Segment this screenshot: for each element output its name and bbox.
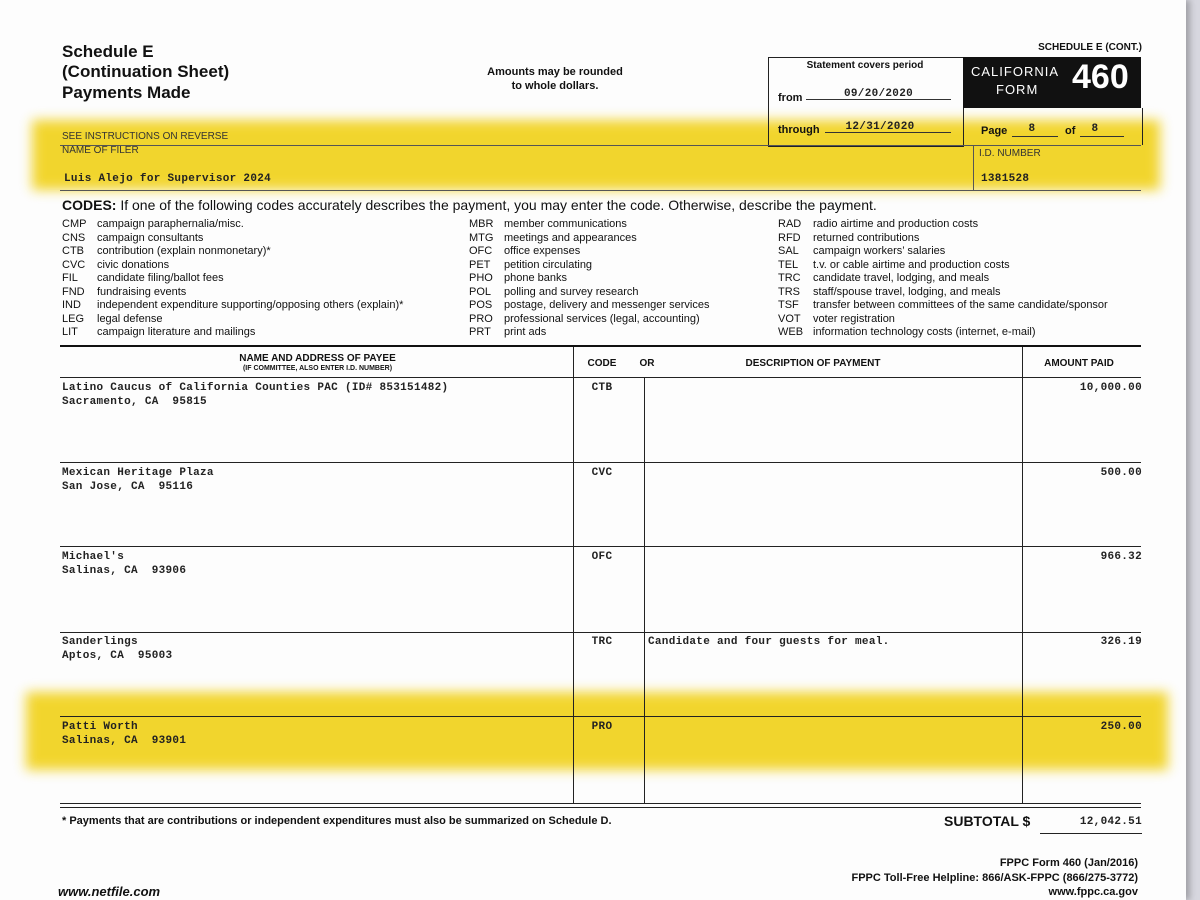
form-state: CALIFORNIA	[971, 64, 1060, 79]
filer-divider	[973, 145, 974, 190]
payment-amount: 326.19	[1100, 636, 1142, 648]
of-label: of	[1065, 125, 1076, 137]
code-entry	[62, 218, 403, 232]
code-entry	[778, 232, 1108, 246]
filer-bottom-rule	[60, 190, 1141, 191]
page-label: Page	[981, 125, 1008, 137]
id-label: I.D. NUMBER	[979, 148, 1041, 159]
payee-name: Latino Caucus of California Counties PAC (ID# 853151482)	[62, 382, 449, 394]
code-key: CMP	[62, 218, 87, 230]
payment-code: CTB	[591, 382, 613, 394]
code-description: campaign paraphernalia/misc.	[97, 218, 244, 230]
payee-name: Michael's	[62, 551, 125, 563]
code-description: campaign consultants	[97, 231, 204, 244]
title-line2: (Continuation Sheet)	[62, 62, 230, 81]
schedule-cont-label: SCHEDULE E (CONT.)	[1038, 42, 1142, 53]
from-label: from	[778, 92, 803, 104]
code-entry	[469, 245, 709, 259]
code-entry	[62, 326, 403, 340]
code-entry	[469, 232, 709, 246]
row-divider	[60, 546, 1141, 547]
netfile-link[interactable]: www.netfile.com	[58, 884, 161, 899]
code-description: independent expenditure supporting/opposing others (explain)*	[97, 299, 404, 311]
code-description: polling and survey research	[504, 285, 639, 298]
id-number: 1381528	[981, 173, 1030, 185]
code-entry	[778, 272, 1108, 286]
code-description: radio airtime and production costs	[813, 218, 979, 230]
col-header-code: CODE	[587, 358, 617, 369]
code-entry	[62, 245, 403, 259]
payment-description: Candidate and four guests for meal.	[648, 636, 890, 648]
codes-heading: CODES:	[62, 197, 117, 213]
subtotal-value: 12,042.51	[1079, 816, 1142, 828]
code-entry	[469, 313, 709, 327]
col-header-payee-sub: (IF COMMITTEE, ALSO ENTER I.D. NUMBER)	[242, 365, 393, 372]
code-description: t.v. or cable airtime and production costs	[813, 258, 1010, 271]
from-date: 09/20/2020	[843, 88, 913, 100]
codes-column-3	[778, 218, 1108, 340]
code-description: transfer between committees of the same candidate/sponsor	[813, 299, 1108, 311]
code-description: information technology costs (internet, e-mail)	[813, 326, 1036, 338]
col-header-amount: AMOUNT PAID	[1044, 358, 1114, 369]
rounding-note-1: Amounts may be rounded	[487, 66, 623, 78]
code-key: WEB	[778, 326, 804, 338]
code-key: TEL	[778, 258, 799, 271]
code-description: civic donations	[97, 258, 170, 271]
through-date: 12/31/2020	[845, 121, 915, 133]
code-entry	[778, 286, 1108, 300]
period-label: Statement covers period	[806, 60, 924, 71]
footnote: * Payments that are contributions or independent expenditures must also be summarized on Schedule D.	[62, 815, 612, 827]
code-entry	[778, 326, 1108, 340]
code-entry	[469, 286, 709, 300]
code-key: MTG	[469, 231, 494, 244]
code-key: OFC	[469, 245, 493, 257]
codes-intro: If one of the following codes accurately describes the payment, you may enter the code. Otherwise, describe the payment.	[120, 197, 877, 213]
header-bottom-rule	[60, 377, 1141, 378]
code-description: campaign workers’ salaries	[813, 245, 946, 257]
codes-heading-row	[62, 197, 877, 213]
code-entry	[469, 326, 709, 340]
code-key: PRO	[469, 312, 493, 325]
col-divider-desc	[644, 377, 645, 803]
payee-address: Sacramento, CA 95815	[62, 396, 207, 408]
code-entry	[778, 218, 1108, 232]
row-divider	[60, 462, 1141, 463]
code-entry	[62, 272, 403, 286]
filer-label: NAME OF FILER	[62, 145, 139, 156]
payment-amount: 966.32	[1100, 551, 1142, 563]
filer-top-rule	[60, 145, 1141, 146]
payee-name: Sanderlings	[62, 636, 138, 648]
code-key: VOT	[778, 312, 801, 325]
payment-amount: 10,000.00	[1079, 382, 1142, 394]
code-description: returned contributions	[813, 231, 920, 244]
helpline: FPPC Toll-Free Helpline: 866/ASK-FPPC (866/275-3772)	[851, 872, 1138, 884]
code-entry	[62, 286, 403, 300]
code-key: TRC	[778, 272, 801, 284]
payment-amount: 500.00	[1100, 467, 1142, 479]
code-key: LIT	[62, 326, 78, 338]
code-key: PRT	[469, 326, 491, 338]
codes-column-2	[469, 218, 709, 340]
fppc-link[interactable]: www.fppc.ca.gov	[1048, 886, 1138, 898]
code-description: postage, delivery and messenger services	[504, 299, 710, 311]
payee-name: Patti Worth	[62, 721, 138, 733]
code-description: staff/spouse travel, lodging, and meals	[813, 285, 1001, 298]
code-key: TRS	[778, 285, 800, 298]
payee-address: Salinas, CA 93906	[62, 565, 187, 577]
code-description: phone banks	[504, 272, 567, 284]
code-key: LEG	[62, 312, 85, 325]
form-reference: FPPC Form 460 (Jan/2016)	[999, 857, 1138, 869]
col-header-payee: NAME AND ADDRESS OF PAYEE	[239, 353, 396, 364]
code-description: legal defense	[97, 312, 163, 325]
code-description: print ads	[504, 326, 547, 338]
payment-code: PRO	[591, 721, 613, 733]
code-key: PHO	[469, 272, 493, 284]
title-line3: Payments Made	[62, 83, 191, 102]
code-description: meetings and appearances	[504, 231, 637, 244]
filer-name: Luis Alejo for Supervisor 2024	[64, 173, 272, 185]
payment-code: CVC	[591, 467, 613, 479]
code-description: campaign literature and mailings	[97, 326, 256, 338]
code-description: contribution (explain nonmonetary)*	[97, 245, 271, 257]
code-key: CTB	[62, 245, 84, 257]
title-line1: Schedule E	[62, 42, 154, 61]
code-key: POL	[469, 285, 492, 298]
code-key: PET	[469, 258, 491, 271]
code-entry	[469, 218, 709, 232]
rounding-note-2: to whole dollars.	[511, 80, 599, 92]
code-description: candidate filing/ballot fees	[97, 272, 224, 284]
through-label: through	[778, 124, 820, 136]
code-entry	[469, 259, 709, 273]
code-key: SAL	[778, 245, 799, 257]
code-description: petition circulating	[504, 258, 593, 271]
code-key: FIL	[62, 272, 78, 284]
payee-address: Salinas, CA 93901	[62, 735, 187, 747]
code-description: fundraising events	[97, 285, 187, 298]
code-description: voter registration	[813, 312, 895, 325]
payee-address: Aptos, CA 95003	[62, 650, 173, 662]
col-divider-code	[573, 347, 574, 803]
row-divider	[60, 716, 1141, 717]
page-line	[1012, 136, 1058, 137]
code-entry	[778, 299, 1108, 313]
codes-column-1	[62, 218, 403, 340]
code-entry	[778, 313, 1108, 327]
payment-code: TRC	[591, 636, 613, 648]
code-entry	[62, 232, 403, 246]
code-description: professional services (legal, accounting)	[504, 312, 700, 325]
subtotal-label: SUBTOTAL $	[944, 813, 1031, 829]
code-entry	[778, 259, 1108, 273]
code-entry	[62, 299, 403, 313]
code-key: TSF	[778, 299, 799, 311]
code-entry	[778, 245, 1108, 259]
table-bottom-rule-2	[60, 807, 1141, 808]
payee-address: San Jose, CA 95116	[62, 481, 194, 493]
payment-amount: 250.00	[1100, 721, 1142, 733]
code-entry	[62, 259, 403, 273]
form-word: FORM	[996, 82, 1039, 97]
code-key: POS	[469, 299, 493, 311]
code-key: FND	[62, 285, 85, 298]
code-key: IND	[62, 299, 81, 311]
col-header-or: OR	[639, 358, 655, 369]
col-divider-amount	[1022, 347, 1023, 803]
code-description: member communications	[504, 218, 627, 230]
row-divider	[60, 632, 1141, 633]
code-description: candidate travel, lodging, and meals	[813, 272, 990, 284]
code-key: CVC	[62, 258, 86, 271]
page-number: 8	[1028, 123, 1036, 135]
payee-name: Mexican Heritage Plaza	[62, 467, 214, 479]
col-header-description: DESCRIPTION OF PAYMENT	[745, 358, 881, 369]
form-number: 460	[1072, 58, 1129, 96]
code-key: MBR	[469, 218, 494, 230]
code-entry	[469, 299, 709, 313]
page-total: 8	[1091, 123, 1099, 135]
payment-code: OFC	[591, 551, 613, 563]
code-description: office expenses	[504, 245, 581, 257]
subtotal-underline	[1040, 833, 1142, 834]
code-key: CNS	[62, 231, 86, 244]
code-entry	[62, 313, 403, 327]
code-key: RFD	[778, 231, 801, 244]
table-bottom-rule-1	[60, 803, 1141, 804]
code-key: RAD	[778, 218, 802, 230]
code-entry	[469, 272, 709, 286]
table-top-rule	[60, 345, 1141, 347]
instructions-label: SEE INSTRUCTIONS ON REVERSE	[62, 131, 229, 142]
of-line	[1080, 136, 1124, 137]
